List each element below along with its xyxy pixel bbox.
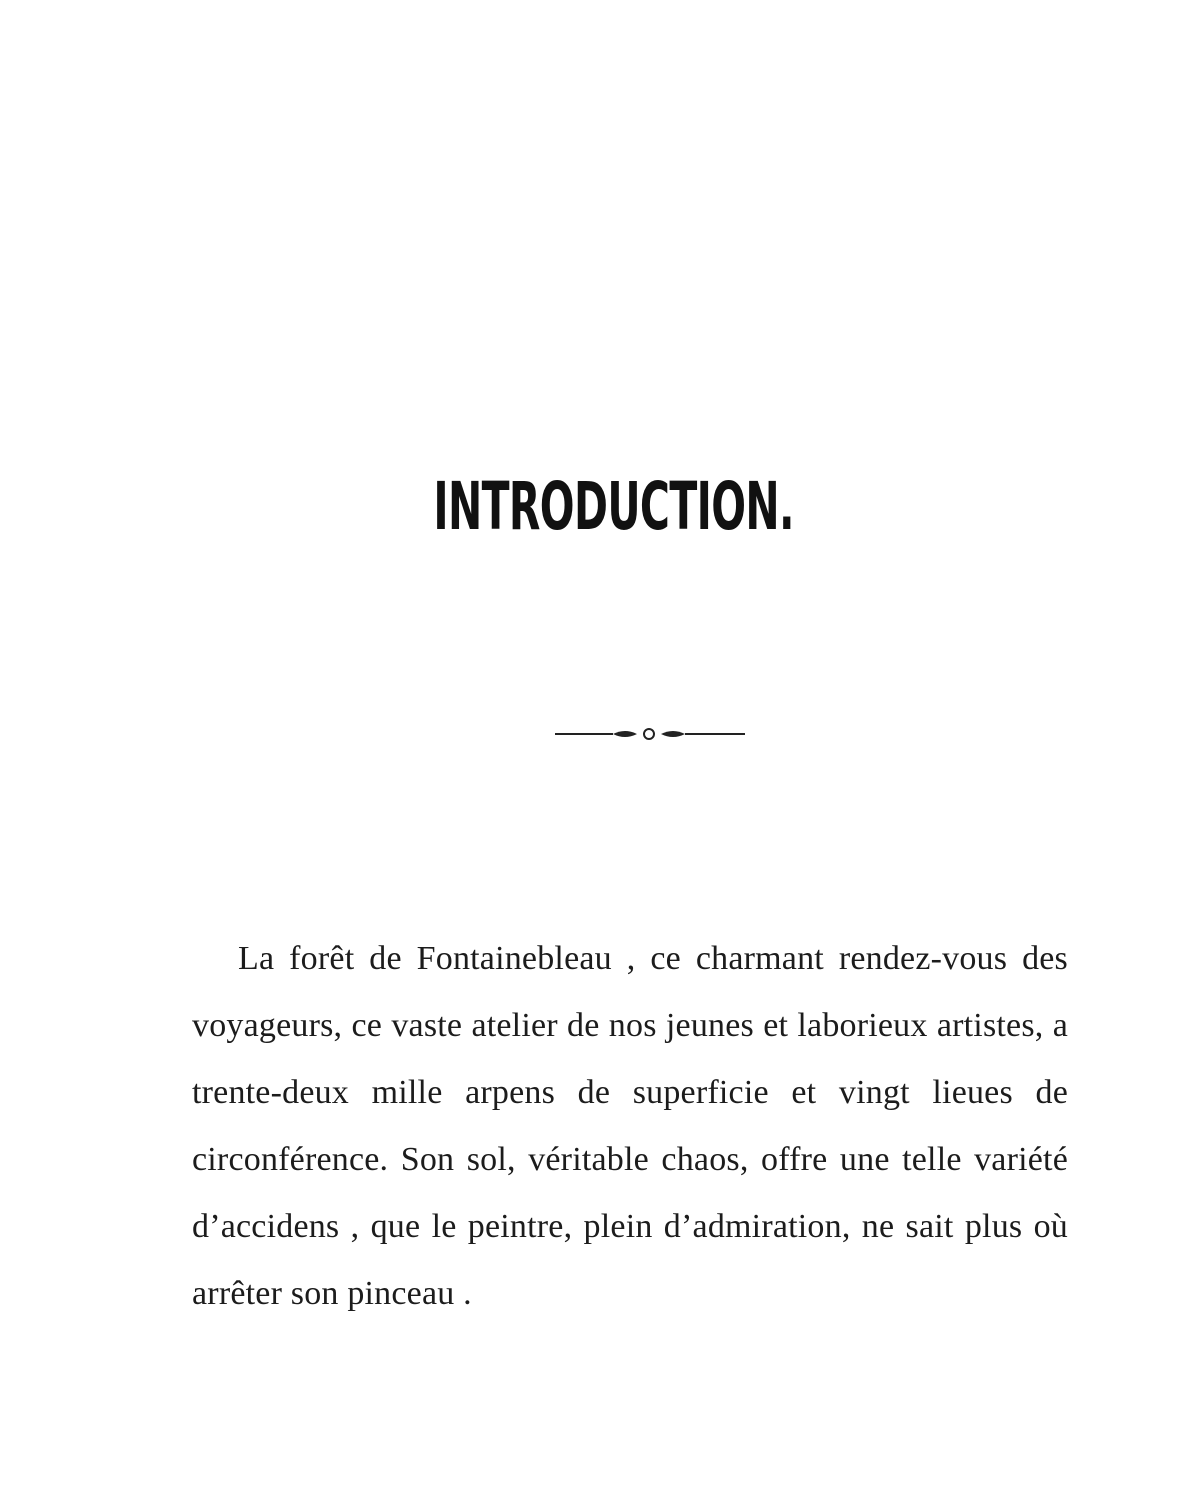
- chapter-heading: INTRODUCTION.: [433, 468, 794, 546]
- ornament-divider-icon: [555, 724, 745, 744]
- body-paragraph: La forêt de Fontainebleau , ce charmant rendez-vous des voyageurs, ce vaste atelier de nos jeunes et laborieux artistes, a trente-deux mille arpens de superficie et vingt lieues de circonférence. Son sol, véritable chaos, offre une telle variété d’accidens , que le peintre, plein d’admiration, ne sait plus où arrêter son pinceau .: [192, 940, 1068, 1312]
